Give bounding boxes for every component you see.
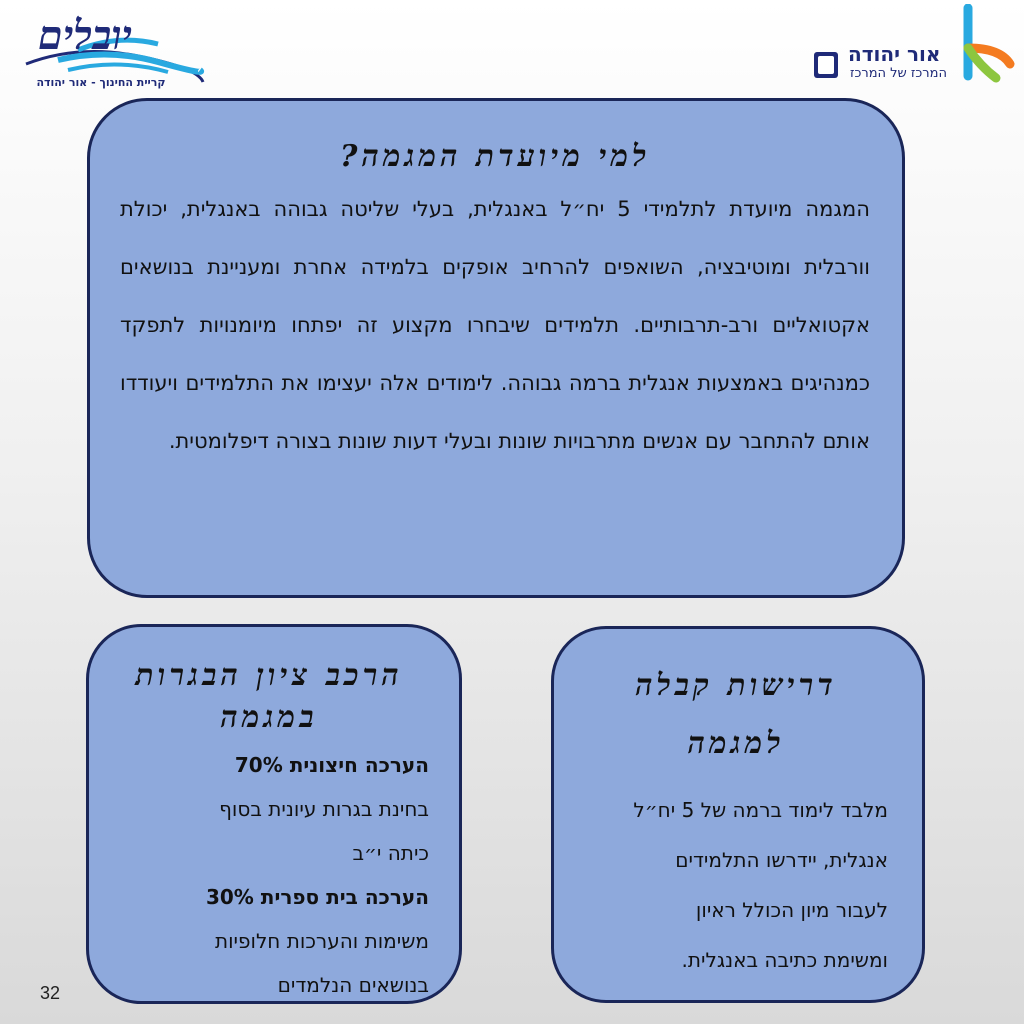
requirements-line3: לעבור מיון הכולל ראיון: [695, 898, 888, 922]
requirements-line2: אנגלית, יידרשו התלמידים: [675, 848, 888, 872]
logo-subtitle: קריית החינוך - אור יהודה: [36, 76, 166, 89]
logo-wordmark: יובלים: [38, 12, 133, 59]
admission-requirements-box: [551, 626, 925, 1003]
requirements-line1: מלבד לימוד ברמה של 5 יח״ל: [633, 798, 888, 822]
logo-city-name: אור יהודה: [848, 42, 941, 66]
audience-box: [87, 98, 905, 598]
school-assessment-line2: בנושאים הנלמדים: [277, 973, 429, 997]
requirements-heading: [572, 657, 900, 773]
bagrut-heading-line1: הרכב ציון הבגרות: [135, 658, 403, 693]
external-assessment-line1: בחינת בגרות עיונית בסוף: [219, 797, 429, 821]
external-assessment-label: הערכה חיצונית 70%: [234, 753, 429, 777]
audience-body: המגמה מיועדת לתלמידי 5 יח״ל באנגלית, בעלי שליטה גבוהה באנגלית, יכולת וורבלית ומוטיבציה, השואפים להרחיב אופקים בלמידה אחרת ומעניינת בנושאים אקטואליים ורב-תרבותיים. תלמידים שיבחרו מקצוע זה יפתחו מיומנויות לתפקד כמנהיגים באמצעות אנגלית ברמה גבוהה. לימודים אלה יעצימו את התלמידים ויעודדו אותם להתחבר עם אנשים מתרבויות שונות ובעלי דעות שונות בצורה דיפלומטית.: [120, 197, 871, 453]
or-yehuda-logo: [810, 4, 1020, 88]
logo-tagline: המרכז של המרכז: [850, 66, 947, 81]
requirements-heading-line1: דרישות קבלה: [635, 668, 837, 703]
bagrut-composition-box: [86, 624, 462, 1004]
requirements-heading-line2: למגמה: [687, 726, 785, 761]
audience-heading: למי מיועדת המגמה?: [339, 139, 651, 174]
page-number: 32: [40, 983, 61, 1003]
bagrut-heading-line2: במגמה: [220, 700, 318, 735]
external-assessment-line2: כיתה י״ב: [352, 841, 429, 865]
bagrut-heading: [109, 655, 429, 739]
school-assessment-label: הערכה בית ספרית 30%: [205, 885, 429, 909]
yuvalim-logo: [18, 4, 208, 96]
requirements-line4: ומשימת כתיבה באנגלית.: [681, 948, 888, 972]
school-assessment-line1: משימות והערכות חלופיות: [214, 929, 429, 953]
